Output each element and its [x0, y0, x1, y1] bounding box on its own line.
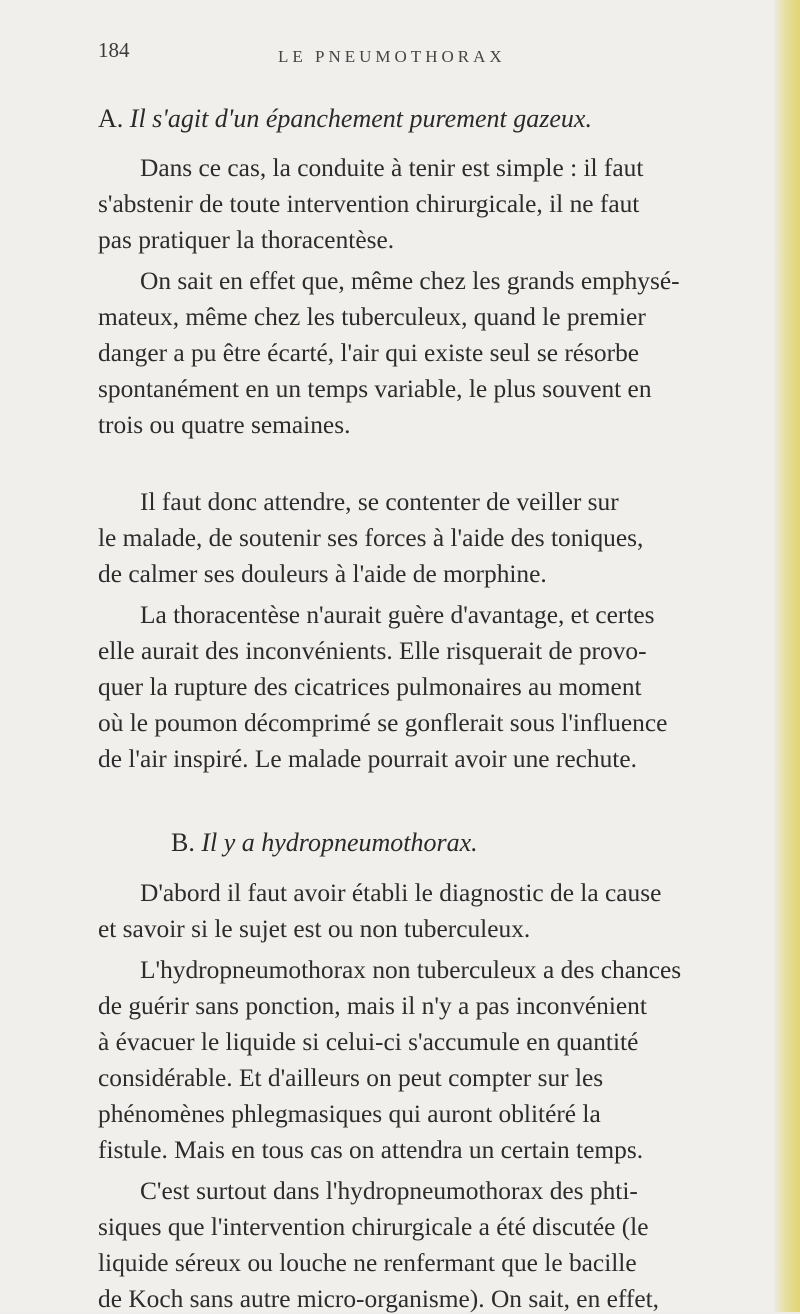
text-line: Dans ce cas, la conduite à tenir est simple : il faut	[140, 154, 644, 182]
text-line: On sait en effet que, même chez les grands emphysé-	[140, 267, 680, 295]
section-letter-a: A.	[98, 104, 124, 133]
text-line: et savoir si le sujet est ou non tuberculeux.	[98, 915, 531, 943]
text-line: de guérir sans ponction, mais il n'y a pas inconvénient	[98, 992, 647, 1020]
text-line: La thoracentèse n'aurait guère d'avantage, et certes	[140, 601, 655, 629]
text-line: de Koch sans autre micro-organisme). On sait, en effet,	[98, 1285, 659, 1313]
text-line: fistule. Mais en tous cas on attendra un certain temps.	[98, 1136, 644, 1164]
section-heading-b	[171, 828, 478, 858]
text-line: trois ou quatre semaines.	[98, 411, 351, 439]
text-line: C'est surtout dans l'hydropneumothorax des phti-	[140, 1177, 638, 1205]
text-line: phénomènes phlegmasiques qui auront oblitéré la	[98, 1100, 601, 1128]
page-edge	[774, 0, 800, 1312]
text-line: L'hydropneumothorax non tuberculeux a des chances	[140, 956, 682, 984]
text-line: de l'air inspiré. Le malade pourrait avoir une rechute.	[98, 745, 637, 773]
text-line: quer la rupture des cicatrices pulmonaires au moment	[98, 673, 642, 701]
text-line: danger a pu être écarté, l'air qui existe seul se résorbe	[98, 339, 640, 367]
section-heading-a	[98, 104, 592, 134]
section-title-a: Il s'agit d'un épanchement purement gazeux.	[129, 104, 592, 133]
text-line: s'abstenir de toute intervention chirurgicale, il ne faut	[98, 190, 640, 218]
text-line: liquide séreux ou louche ne renfermant que le bacille	[98, 1249, 637, 1277]
text-line: Il faut donc attendre, se contenter de veiller sur	[140, 488, 619, 516]
text-line: à évacuer le liquide si celui-ci s'accumule en quantité	[98, 1028, 639, 1056]
text-line: mateux, même chez les tuberculeux, quand le premier	[98, 303, 646, 331]
page-number: 184	[98, 38, 130, 62]
running-head: LE PNEUMOTHORAX	[278, 47, 506, 66]
text-line: où le poumon décomprimé se gonflerait sous l'influence	[98, 709, 668, 737]
text-line: elle aurait des inconvénients. Elle risquerait de provo-	[98, 637, 647, 665]
text-line: pas pratiquer la thoracentèse.	[98, 226, 395, 254]
text-line: de calmer ses douleurs à l'aide de morphine.	[98, 560, 547, 588]
text-line: spontanément en un temps variable, le plus souvent en	[98, 375, 652, 403]
text-line: siques que l'intervention chirurgicale a été discutée (le	[98, 1213, 649, 1241]
text-line: le malade, de soutenir ses forces à l'aide des toniques,	[98, 524, 644, 552]
section-letter-b: B.	[171, 828, 195, 857]
section-title-b: Il y a hydropneumothorax.	[201, 828, 478, 857]
text-line: considérable. Et d'ailleurs on peut compter sur les	[98, 1064, 604, 1092]
text-line: D'abord il faut avoir établi le diagnostic de la cause	[140, 879, 662, 907]
